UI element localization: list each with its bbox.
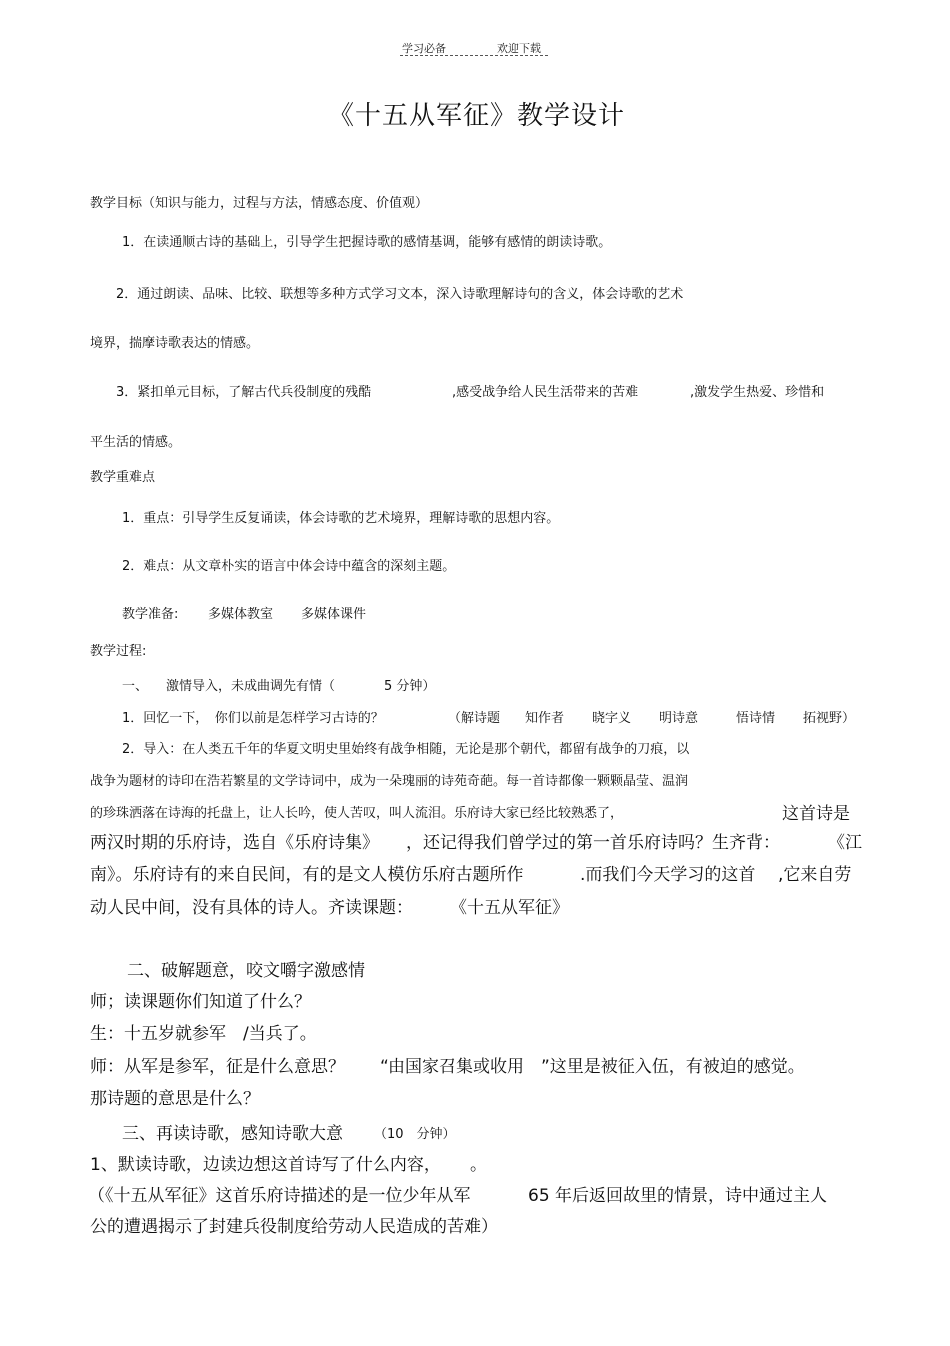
step1-intro-line4a: 两汉时期的乐府诗，选自《乐府诗集》 bbox=[90, 833, 379, 853]
step1-intro-line3-end: 这首诗是 bbox=[782, 804, 850, 824]
objective-3-part1: 3．紧扣单元目标，了解古代兵役制度的残酷 bbox=[116, 385, 372, 400]
step1-method-1: （解诗题 bbox=[448, 711, 501, 726]
step3-title: 三、再读诗歌，感知诗歌大意 bbox=[122, 1124, 343, 1144]
step1-method-2: 知作者 bbox=[525, 711, 565, 726]
header-right: 欢迎下载 bbox=[497, 42, 541, 55]
step1-method-5: 悟诗情 bbox=[736, 711, 776, 726]
page-title: 《十五从军征》教学设计 bbox=[328, 101, 626, 131]
step2-line3b: 由国家召集或收用 ”这里是被征入伍，有被迫的感觉。 bbox=[388, 1057, 805, 1077]
step3-line2b: 65 年后返回故里的情景，诗中通过主人 bbox=[528, 1186, 828, 1206]
keypoints-heading: 教学重难点 bbox=[90, 470, 156, 485]
step1-intro-line3: 的珍珠洒落在诗海的托盘上，让人长吟，使人苦叹，叫人流泪。乐府诗大家已经比较熟悉了， bbox=[90, 806, 624, 821]
step1-question: 1．回忆一下， 你们以前是怎样学习古诗的？ bbox=[122, 711, 384, 726]
step2-line3a: 师：从军是参军，征是什么意思？ bbox=[90, 1057, 345, 1077]
step2-line2: 生：十五岁就参军 /当兵了。 bbox=[90, 1024, 317, 1044]
objective-2-line2: 境界，揣摩诗歌表达的情感。 bbox=[90, 336, 260, 351]
prep-label: 教学准备: bbox=[122, 607, 179, 622]
header-rule bbox=[400, 55, 548, 56]
step1-number: 一、 bbox=[122, 679, 149, 694]
step3-line1b: 。 bbox=[470, 1155, 487, 1175]
step2-quote-open: “ bbox=[380, 1057, 389, 1077]
step2-title: 二、破解题意，咬文嚼字激感情 bbox=[127, 961, 365, 981]
step1-intro-line2: 战争为题材的诗印在浩若繁星的文学诗词中，成为一朵瑰丽的诗苑奇葩。每一首诗都像一颗颗晶莹、温润 bbox=[90, 774, 689, 789]
objective-3-part2: ,感受战争给人民生活带来的苦难 bbox=[452, 385, 639, 400]
step2-line4: 那诗题的意思是什么？ bbox=[90, 1089, 260, 1109]
objective-3-line2: 平生活的情感。 bbox=[90, 435, 182, 450]
step3-line1a: 1、默读诗歌，边读边想这首诗写了什么内容， bbox=[90, 1155, 441, 1175]
step2-line1: 师；读课题你们知道了什么？ bbox=[90, 992, 311, 1012]
step1-method-6: 拓视野） bbox=[803, 711, 856, 726]
step1-method-4: 明诗意 bbox=[659, 711, 699, 726]
step1-intro-line6a: 动人民中间，没有具体的诗人。齐读课题： bbox=[90, 898, 413, 918]
prep-item-2: 多媒体课件 bbox=[301, 607, 367, 622]
step1-read-title: 《十五从军征》 bbox=[450, 898, 569, 918]
step1-intro-line5a: 南》。乐府诗有的来自民间，有的是文人模仿乐府古题所作 bbox=[90, 865, 524, 885]
step1-intro-line5c: ,它来自劳 bbox=[778, 865, 852, 885]
step3-line2a: （《十五从军征》这首乐府诗描述的是一位少年从军 bbox=[88, 1186, 471, 1206]
step1-intro-line1: 2．导入：在人类五千年的华夏文明史里始终有战争相随，无论是那个朝代，都留有战争的刀痕，以 bbox=[122, 742, 690, 757]
objective-3-part3: ,激发学生热爱、珍惜和 bbox=[690, 385, 825, 400]
keypoint-1: 1．重点：引导学生反复诵读，体会诗歌的艺术境界，理解诗歌的思想内容。 bbox=[122, 511, 560, 526]
step1-intro-line5b: .而我们今天学习的这首 bbox=[580, 865, 756, 885]
step1-title: 激情导入，未成曲调先有情（ bbox=[166, 679, 336, 694]
objective-2-line1: 2．通过朗读、品味、比较、联想等多种方式学习文本，深入诗歌理解诗句的含义，体会诗歌的艺术 bbox=[116, 287, 684, 302]
step1-method-3: 晓字义 bbox=[592, 711, 632, 726]
header-left: 学习必备 bbox=[402, 42, 446, 55]
step3-duration: （10 分钟） bbox=[374, 1127, 456, 1142]
prep-item-1: 多媒体教室 bbox=[208, 607, 274, 622]
process-heading: 教学过程: bbox=[90, 644, 147, 659]
keypoint-2: 2．难点：从文章朴实的语言中体会诗中蕴含的深刻主题。 bbox=[122, 559, 456, 574]
step1-intro-line4b: ，还记得我们曾学过的第一首乐府诗吗？生齐背： bbox=[406, 833, 780, 853]
step1-intro-line4c: 《江 bbox=[828, 833, 862, 853]
objective-1: 1．在读通顺古诗的基础上，引导学生把握诗歌的感情基调，能够有感情的朗读诗歌。 bbox=[122, 235, 612, 250]
step3-line3: 公的遭遇揭示了封建兵役制度给劳动人民造成的苦难） bbox=[90, 1217, 498, 1237]
objectives-heading: 教学目标（知识与能力，过程与方法，情感态度、价值观） bbox=[90, 196, 429, 211]
step1-duration: 5 分钟） bbox=[384, 679, 436, 694]
